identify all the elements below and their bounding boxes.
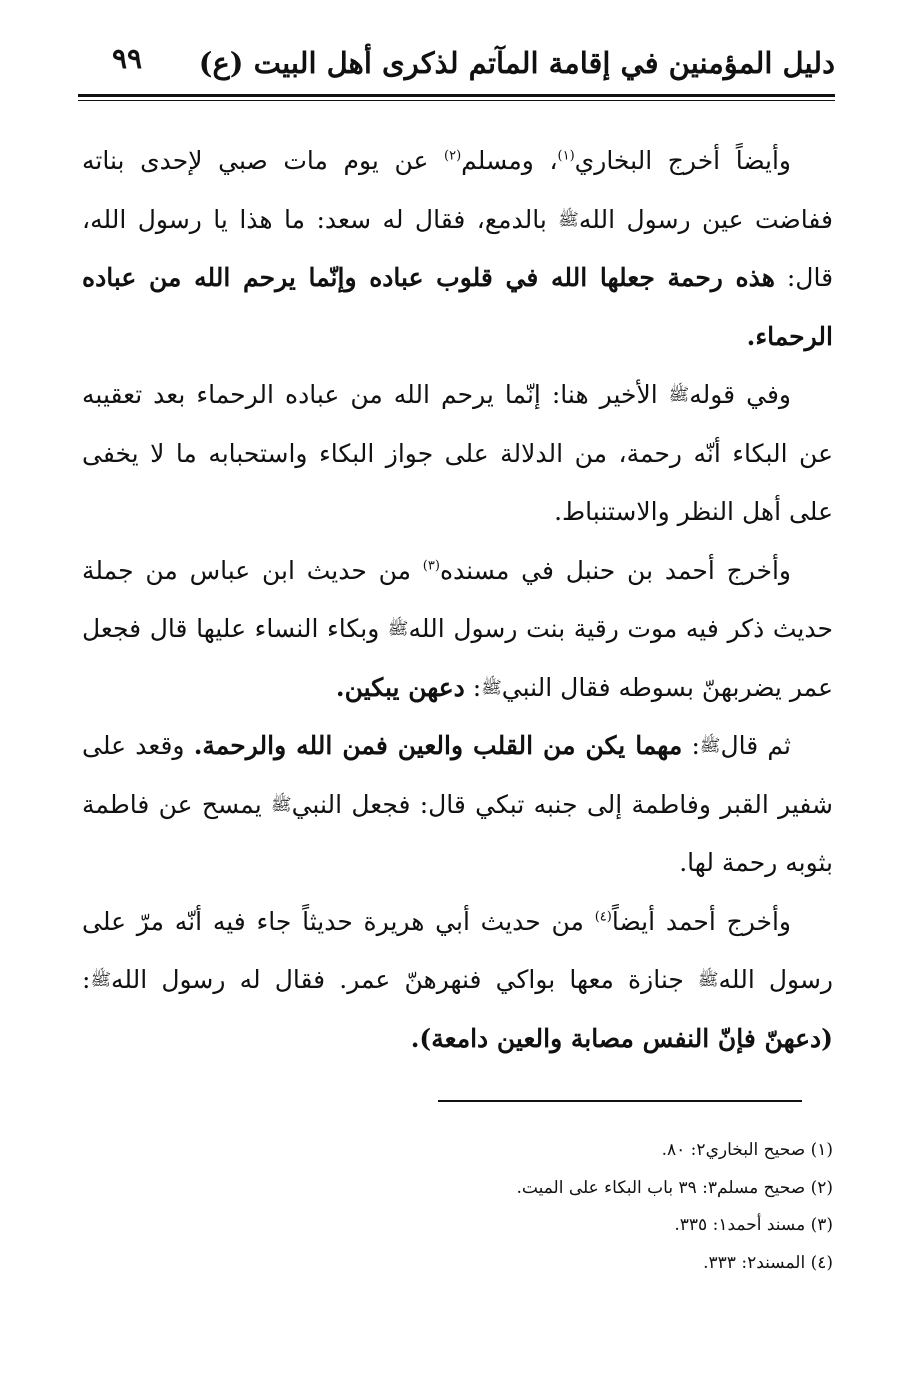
footnote-ref-4: (٤)	[594, 909, 612, 925]
salawat-glyph: ﷺ	[697, 970, 719, 990]
salawat-glyph: ﷺ	[481, 677, 502, 698]
hadith-quote: (دعهنّ فإنّ النفس مصابة والعين دامعة).	[410, 1023, 833, 1053]
footnote-separator	[438, 1100, 802, 1102]
hadith-quote: مهما يكن من القلب والعين فمن الله والرحمة.	[193, 731, 683, 760]
footnote-3: (٣) مسند أحمد١: ٣٣٥.	[674, 1215, 833, 1235]
hadith-quote: هذه رحمة جعلها الله في قلوب عباده وإنّما يرحم الله من عباده الرحماء.	[82, 263, 833, 351]
text-segment: :	[682, 731, 700, 760]
header-rule-thick	[78, 94, 835, 97]
footnote-2: (٢) صحيح مسلم٣: ٣٩ باب البكاء على الميت.	[516, 1177, 833, 1198]
text-segment: :	[464, 672, 482, 702]
footnote-ref-2: (٢)	[444, 148, 462, 164]
paragraph-2	[82, 366, 833, 542]
text-segment: جنازة معها بواكي فنهرهنّ عمر. فقال له رسول الله	[110, 965, 698, 994]
salawat-glyph: ﷺ	[271, 794, 292, 815]
text-segment: وأيضاً أخرج البخاري	[574, 146, 792, 175]
text-segment: وبكاء النساء عليها قال فجعل عمر يضربهنّ بسوطه فقال النبي	[82, 614, 833, 702]
text-segment: ، ومسلم	[461, 146, 558, 175]
footnote-ref-1: (١)	[557, 148, 575, 164]
hadith-quote: دعهن يبكين.	[335, 672, 465, 702]
text-segment: من حديث أبي هريرة حديثاً جاء فيه أنّه مرّ على رسول الله	[82, 906, 833, 994]
salawat-glyph: ﷺ	[668, 385, 690, 405]
main-text	[82, 132, 833, 1068]
text-segment: من حديث ابن عباس من جملة حديث ذكر فيه موت رقية بنت رسول الله	[82, 555, 833, 643]
text-segment: بالدمع، فقال له سعد: ما هذا يا رسول الله، قال:	[82, 204, 834, 292]
text-segment: وأخرج أحمد أيضاً	[611, 906, 791, 936]
text-segment: :	[82, 965, 91, 994]
paragraph-1	[82, 132, 833, 366]
text-segment: يمسح عن فاطمة بثوبه رحمة لها.	[82, 789, 833, 877]
salawat-glyph: ﷺ	[699, 736, 721, 756]
footnote-1: (١) صحيح البخاري٢: ٨٠.	[661, 1140, 833, 1160]
paragraph-4	[82, 717, 833, 893]
salawat-glyph: ﷺ	[387, 619, 409, 639]
text-segment: وفي قوله	[689, 380, 791, 409]
paragraph-3	[82, 542, 833, 718]
text-segment: عن يوم مات صبي لإحدى بناته ففاضت عين رسول الله	[82, 146, 833, 234]
page-header	[78, 40, 835, 92]
text-segment: وقعد على شفير القبر وفاطمة إلى جنبه تبكي قال: فجعل النبي	[82, 731, 833, 819]
running-title: دليل المؤمنين في إقامة المآتم لذكرى أهل البيت (ع)	[198, 46, 835, 80]
text-segment: ثم قال	[720, 731, 791, 760]
footnotes	[80, 1132, 833, 1282]
salawat-glyph: ﷺ	[90, 970, 111, 990]
header-rule-thin	[78, 100, 835, 101]
paragraph-5	[82, 893, 833, 1069]
text-segment: الأخير هنا: إنّما يرحم الله من عباده الرحماء بعد تعقيبه عن البكاء أنّه رحمة، من الدلالة على جواز البكاء واستحبابه ما لا يخفى على أهل النظر والاستنباط.	[82, 380, 833, 526]
page-number: ٩٩	[112, 42, 143, 75]
footnote-4: (٤) المسند٢: ٣٣٣.	[703, 1252, 833, 1273]
footnote-ref-3: (٣)	[422, 558, 440, 574]
text-segment: وأخرج أحمد بن حنبل في مسنده	[439, 555, 791, 585]
salawat-glyph: ﷺ	[558, 209, 579, 230]
